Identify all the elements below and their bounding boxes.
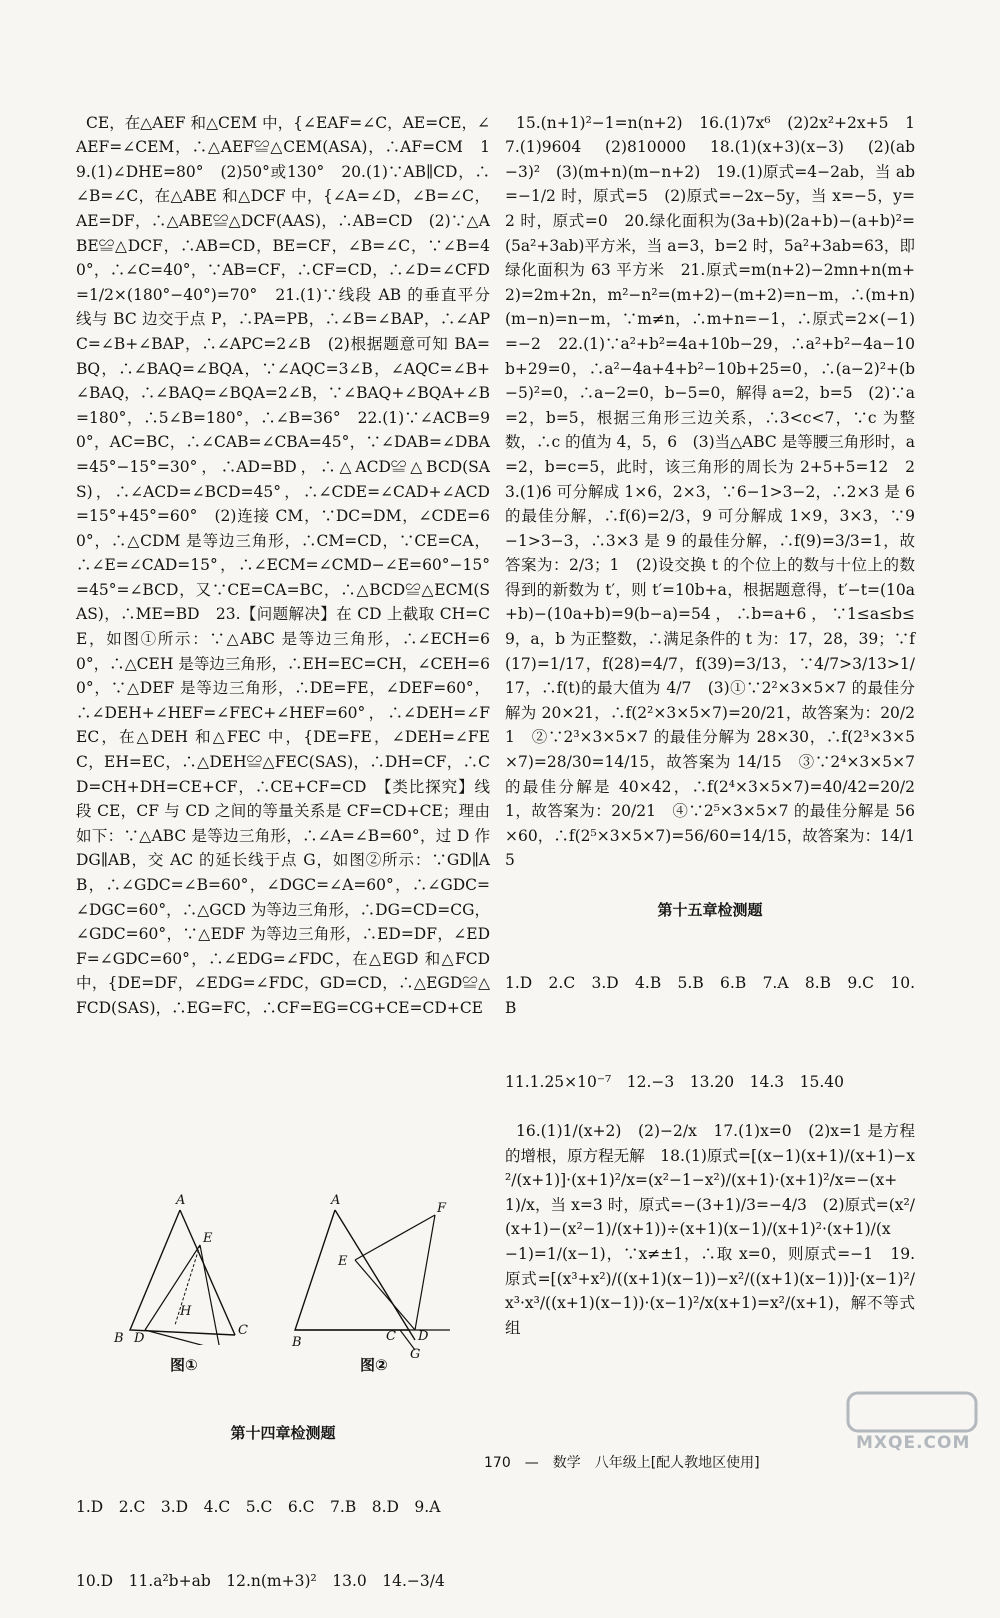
watermark-icon	[842, 1387, 982, 1437]
figure-2-caption: 图②	[360, 1356, 388, 1374]
svg-text:G: G	[410, 1347, 421, 1360]
right-column-text: 15.(n+1)²−1=n(n+2) 16.(1)7x⁶ (2)2x²+2x+5 17.(1)9604 (2)810000 18.(1)(x+3)(x−3) (2)(ab−3)² (3)(m+n)(m−n+2) 19.(1)原式=4−2ab，当 ab=−1/2 时，原式=5 (2)原式=−2x−5y，当 x=−5，y=2 时，原式=0 20.绿化面积为(3a+b)(2a+b)−(a+b)²=(5a²+3ab)平方米，当 a=3，b=2 时，5a²+3ab=63，即绿化面积为 63 平方米 21.原式=m(n+2)−2mn+n(m+2)=2m+2n，m²−n²=(m+2)−(m+2)=n−m，∴(m+n)(m−n)=n−m，∵m≠n，∴m+n=−1，∴原式=2×(−1)=−2 22.(1)∵a²+b²=4a+10b−29，∴a²+b²−4a−10b+29=0，∴a²−4a+4+b²−10b+25=0，∴(a−2)²+(b−5)²=0，∴a−2=0，b−5=0，解得 a=2，b=5 (2)∵a=2，b=5，根据三角形三边关系，∴3<c<7，∵c 为整数，∴c 的值为 4，5，6 (3)当△ABC 是等腰三角形时，a=2，b=c=5，此时，该三角形的周长为 2+5+5=12 23.(1)6 可分解成 1×6，2×3，∵6−1>3−2，∴2×3 是 6 的最佳分解，∴f(6)=2/3，9 可分解成 1×9，3×3，∵9−1>3−3，∴3×3 是 9 的最佳分解，∴f(9)=3/3=1，故答案为：2/3；1 (2)设交换 t 的个位上的数与十位上的数得到的新数为 t′，则 t′=10b+a，根据题意得，t′−t=(10a+b)−(10a+b)=9(b−a)=54，∴b=a+6，∵1≤a≤b≤9，a，b 为正整数，∴满足条件的 t 为：17，28，39；∵f(17)=1/17，f(28)=4/7，f(39)=3/13，∵4/7>3/13>1/17，∴f(t)的最大值为 4/7 (3)①∵2²×3×5×7 的最佳分解为 20×21，∴f(2²×3×5×7)=20/21，故答案为：20/21 ②∵2³×3×5×7 的最佳分解为 28×30，∴f(2³×3×5×7)=28/30=14/15，故答案为 14/15 ③∵2⁴×3×5×7 的最佳分解是 40×42，∴f(2⁴×3×5×7)=40/42=20/21，故答案为：20/21 ④∵2⁵×3×5×7 的最佳分解是 56×60，∴f(2⁵×3×5×7)=56/60=14/15，故答案为：14/15	[505, 113, 920, 870]
svg-text:A: A	[331, 1193, 341, 1208]
svg-text:C: C	[386, 1329, 396, 1344]
svg-text:E: E	[338, 1254, 348, 1269]
right-column-text-2: 16.(1)1/(x+2) (2)−2/x 17.(1)x=0 (2)x=1 是方程的增根，原方程无解 18.(1)原式=[(x−1)(x+1)/(x+1)−x²/(x+1)]·(x+1)²/x=(x²−1−x²)/(x+1)·(x+1)²/x=−(x+1)/x，当 x=3 时，原式=−(3+1)/3=−4/3 (2)原式=(x²/(x+1)−(x²−1)/(x+1))÷(x+1)(x−1)/(x+1)²·(x+1)/(x−1)=1/(x−1)，∵x≠±1，∴取 x=0，则原式=−1 19.原式=[(x³+x²)/((x+1)(x−1))−x²/((x+1)(x−1))]·(x−1)²/x³·x³/((x+1)(x−1))·(x−1)²/x(x+1)=x²/(x+1)，解不等式组	[505, 1121, 916, 1337]
chapter-14-answers-line-2: 10.D 11.a²b+ab 12.n(m+3)² 13.0 14.−3/4	[76, 1571, 445, 1590]
chapter-15-answers-line-1: 1.D 2.C 3.D 4.B 5.B 6.B 7.A 8.B 9.C 10.B	[505, 974, 915, 1017]
left-column-text: CE，在△AEF 和△CEM 中，{∠EAF=∠C，AE=CE，∠AEF=∠CEM，∴△AEF≌△CEM(ASA)，∴AF=CM 19.(1)∠DHE=80° (2)50°或130° 20.(1)∵AB∥CD，∴∠B=∠C，在△ABE 和△DCF 中，{∠A=∠D，∠B=∠C，AE=DF，∴△ABE≌△DCF(AAS)，∴AB=CD (2)∵△ABE≌△DCF，∴AB=CD，BE=CF，∠B=∠C，∵∠B=40°，∴∠C=40°，∵AB=CF，∴CF=CD，∴∠D=∠CFD=1/2×(180°−40°)=70° 21.(1)∵线段 AB 的垂直平分线与 BC 边交于点 P，∴PA=PB，∴∠B=∠BAP，∴∠APC=∠B+∠BAP，∴∠APC=2∠B (2)根据题意可知 BA=BQ，∴∠BAQ=∠BQA，∵∠AQC=3∠B，∠AQC=∠B+∠BAQ，∴∠BAQ=∠BQA=2∠B，∵∠BAQ+∠BQA+∠B=180°，∴5∠B=180°，∴∠B=36° 22.(1)∵∠ACB=90°，AC=BC，∴∠CAB=∠CBA=45°，∵∠DAB=∠DBA=45°−15°=30°，∴AD=BD，∴△ACD≌△BCD(SAS)，∴∠ACD=∠BCD=45°，∴∠CDE=∠CAD+∠ACD=15°+45°=60° (2)连接 CM，∵DC=DM，∠CDE=60°，∴△CDM 是等边三角形，∴CM=CD，∵CE=CA，∴∠E=∠CAD=15°，∴∠ECM=∠CMD−∠E=60°−15°=45°=∠BCD，又∵CE=CA=BC，∴△BCD≌△ECM(SAS)，∴ME=BD 23.【问题解决】在 CD 上截取 CH=CE，如图①所示：∵△ABC 是等边三角形，∴∠ECH=60°，∴△CEH 是等边三角形，∴EH=EC=CH，∠CEH=60°，∵△DEF 是等边三角形，∴DE=FE，∠DEF=60°，∴∠DEH+∠HEF=∠FEC+∠HEF=60°，∴∠DEH=∠FEC，在△DEH 和△FEC 中，{DE=FE，∠DEH=∠FEC，EH=EC，∴△DEH≌△FEC(SAS)，∴DH=CF，∴CD=CH+DH=CE+CF，∴CE+CF=CD 【类比探究】线段 CE，CF 与 CD 之间的等量关系是 CF=CD+CE；理由如下：∵△ABC 是等边三角形，∴∠A=∠B=60°，过 D 作 DG∥AB，交 AC 的延长线于点 G，如图②所示：∵GD∥AB，∴∠GDC=∠B=60°，∠DGC=∠A=60°，∴∠GDC=∠DGC=60°，∴△GCD 为等边三角形，∴DG=CD=CG，∠GDC=60°，∵△EDF 为等边三角形，∴ED=DF，∠EDF=∠GDC=60°，∴∠EDG=∠FDC，在△EGD 和△FCD 中，{DE=DF，∠EDG=∠FDC，GD=CD，∴△EGD≌△FCD(SAS)，∴EG=FC，∴CF=EG=CG+CE=CD+CE	[76, 113, 495, 1017]
left-column	[76, 86, 495, 1021]
figure-1-diagram	[110, 1190, 250, 1345]
chapter-14-title: 第十四章检测题	[230, 1424, 336, 1443]
svg-text:D: D	[418, 1329, 429, 1344]
watermark-logo	[842, 1387, 982, 1457]
page-footer: 170 — 数学 八年级上[配人教地区使用]	[484, 1455, 760, 1471]
figure-1-caption: 图①	[170, 1356, 198, 1374]
chapter-14-answers	[76, 1372, 490, 1618]
svg-text:A: A	[176, 1193, 186, 1208]
chapter-14-answers-line-1: 1.D 2.C 3.D 4.C 5.C 6.C 7.B 8.D 9.A	[76, 1497, 441, 1516]
svg-text:E: E	[203, 1231, 213, 1246]
right-column	[505, 86, 920, 1340]
svg-text:B: B	[114, 1331, 124, 1345]
chapter-15-title: 第十五章检测题	[657, 900, 763, 919]
chapter-15-answers-line-2: 11.1.25×10⁻⁷ 12.−3 13.20 14.3 15.40	[505, 1072, 845, 1091]
svg-text:F: F	[437, 1201, 447, 1216]
watermark-text: MXQE.COM	[856, 1433, 971, 1453]
svg-text:H: H	[180, 1304, 192, 1319]
svg-text:D: D	[134, 1331, 145, 1345]
svg-text:C: C	[238, 1323, 248, 1338]
svg-text:B: B	[292, 1335, 302, 1350]
figure-2-diagram	[290, 1190, 490, 1360]
geometry-figures	[110, 1190, 490, 1390]
